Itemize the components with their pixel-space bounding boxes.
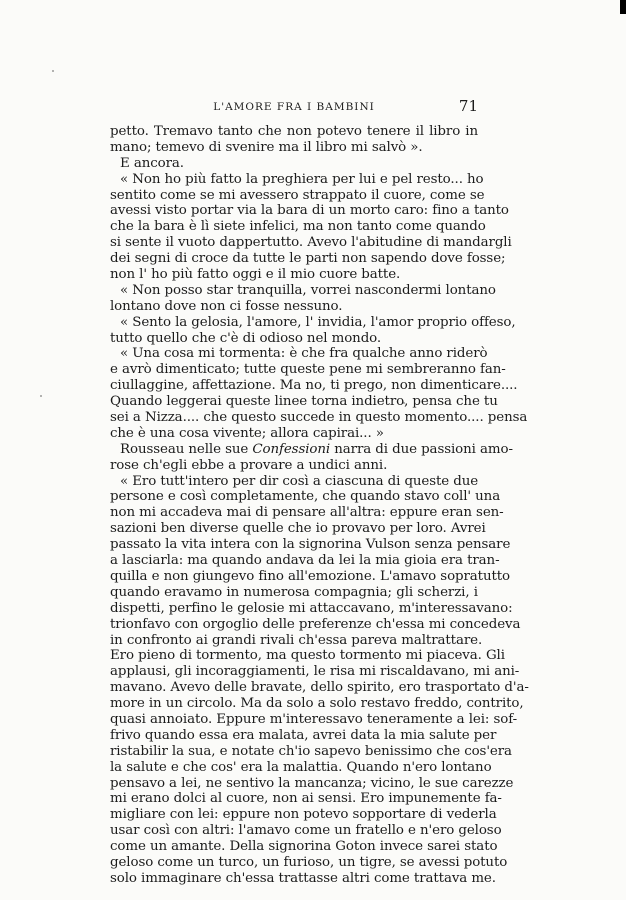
text-line: a lasciarla: ma quando andava da lei la mia gioia era tran- (110, 553, 500, 569)
page-number: 71 (458, 97, 478, 115)
text-line: migliare con lei: eppure non potevo sopportare di vederla (110, 807, 497, 823)
text-line: mano; temevo di svenire ma il libro mi salvò ». (110, 139, 423, 155)
text-line: non l' ho più fatto oggi e il mio cuore batte. (110, 267, 401, 283)
text-line: mavano. Avevo delle bravate, dello spirito, ero trasportato d'a- (110, 680, 529, 696)
text-line: trionfavo con orgoglio delle preferenze ch'essa mi concedeva (110, 616, 521, 632)
text-line: quando eravamo in numerosa compagnia; gli scherzi, i (110, 584, 478, 600)
text-line: come un amante. Della signorina Goton invece sarei stato (110, 839, 498, 855)
text-line: mi erano dolci al cuore, non ai sensi. Ero impunemente fa- (110, 791, 502, 807)
text-line: petto. Tremavo tanto che non potevo tenere il libro in (110, 124, 478, 139)
text-line: solo immaginare ch'essa trattasse altri come trattava me. (110, 870, 496, 886)
text-line: dispetti, perfino le gelosie mi attaccavano, m'interessavano: (110, 600, 513, 616)
text-line: ciullaggine, affettazione. Ma no, ti prego, non dimenticare.... (110, 378, 518, 394)
text-line: quilla e non giungevo fino all'emozione. L'amavo sopratutto (110, 568, 511, 584)
text-line: frivo quando essa era malata, avrei data la mia salute per (110, 727, 497, 743)
text-line: lontano dove non ci fosse nessuno. (110, 298, 343, 314)
text-line: pensavo a lei, ne sentivo la mancanza; vicino, le sue carezze (110, 775, 514, 791)
body-text (110, 124, 529, 887)
text-line: ristabilir la sua, e notate ch'io sapevo benissimo che cos'era (110, 743, 512, 759)
text-line: sentito come se mi avessero strappato il cuore, come se (110, 187, 485, 203)
text-line: applausi, gli incoraggiamenti, le risa mi riscaldavano, mi ani- (110, 664, 520, 680)
running-title: L'AMORE FRA I BAMBINI (213, 101, 375, 113)
text-line: Ero pieno di tormento, ma questo tormento mi piaceva. Gli (110, 648, 505, 664)
text-line: quasi annoiato. Eppure m'interessavo teneramente a lei: sof- (110, 711, 518, 727)
text-line: che è una cosa vivente; allora capirai... » (110, 425, 384, 441)
text-line: « Una cosa mi tormenta: è che fra qualche anno riderò (120, 346, 488, 362)
text-line: « Ero tutt'intero per dir così a ciascuna di queste due (120, 473, 479, 489)
running-head (110, 97, 478, 121)
text-line: sazioni ben diverse quelle che io provavo per loro. Avrei (110, 521, 486, 537)
text-line: e avrò dimenticato; tutte queste pene mi sembreranno fan- (110, 362, 506, 378)
text-line: geloso come un turco, un furioso, un tigre, se avessi potuto (110, 854, 508, 870)
text-line: passato la vita intera con la signorina Vulson senza pensare (110, 537, 511, 553)
book-title-italic: Confessioni (252, 441, 331, 457)
text-line: more in un circolo. Ma da solo a solo restavo freddo, contrito, (110, 696, 524, 712)
text-line: E ancora. (120, 155, 184, 171)
text-line: la salute e che cos' era la malattia. Quando n'ero lontano (110, 759, 492, 775)
scan-speck (40, 395, 42, 397)
text-line: Rousseau nelle sue Confessioni narra di due passioni amo- (120, 441, 513, 457)
scan-corner-mark (620, 0, 626, 14)
scan-speck (52, 70, 54, 72)
text-line: « Non posso star tranquilla, vorrei nascondermi lontano (120, 282, 496, 298)
text-line: usar così con altri: l'amavo come un fratello e n'ero geloso (110, 823, 502, 839)
text-line: « Sento la gelosia, l'amore, l' invidia, l'amor proprio offeso, (120, 314, 516, 330)
text-line: non mi accadeva mai di pensare all'altra: eppure eran sen- (110, 505, 504, 521)
text-line: « Non ho più fatto la preghiera per lui e pel resto... ho (120, 171, 484, 187)
book-page (110, 97, 529, 887)
text-line: in confronto ai grandi rivali ch'essa pareva maltrattare. (110, 632, 483, 648)
text-line: che la bara è lì siete infelici, ma non tanto come quando (110, 219, 486, 235)
text-line: rose ch'egli ebbe a provare a undici anni. (110, 457, 388, 473)
text-line: sei a Nizza.... che questo succede in questo momento.... pensa (110, 410, 528, 426)
text-line: Quando leggerai queste linee torna indietro, pensa che tu (110, 394, 498, 410)
text-line: dei segni di croce da tutte le parti non sapendo dove fosse; (110, 251, 506, 267)
text-line: tutto quello che c'è di odioso nel mondo. (110, 330, 382, 346)
text-line: avessi visto portar via la bara di un morto caro: fino a tanto (110, 203, 509, 219)
text-line: persone e così completamente, che quando stavo coll' una (110, 489, 501, 505)
text-line: si sente il vuoto dappertutto. Avevo l'abitudine di mandargli (110, 235, 512, 251)
